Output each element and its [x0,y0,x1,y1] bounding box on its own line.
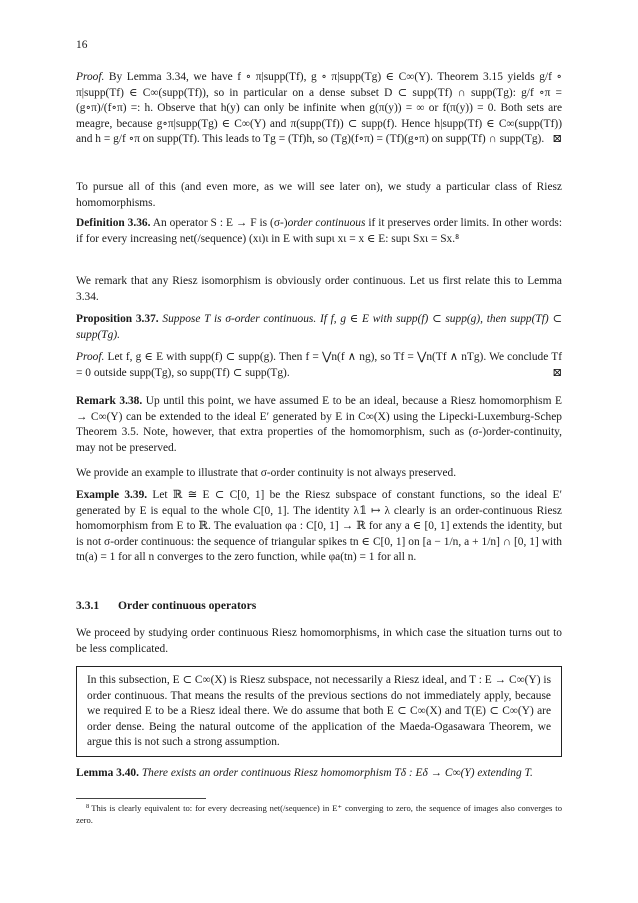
example-text: Let ℝ ≅ E ⊂ C[0, 1] be the Riesz subspace of constant functions, so the ideal E′ generated by E is equal to the whole C[0, 1]. The identity λ𝟙 ↦ λ clearly is an order-continuous Riesz homomorphism from E to ℝ. The evaluation φa : C[0, 1] → ℝ for any a ∈ [0, 1] extends the identity, but is not σ-order continuous: the sequence of triangular spikes tn ∈ C[0, 1] on [a − 1/n, a + 1/n] ∩ [0, 1] with tn(a) = 1 for all n converges to the zero function, while φa(tn) = 1 for all n. [76,489,562,564]
subsection-number: 3.3.1 [76,599,100,612]
intro-paragraph: To pursue all of this (and even more, as we will see later on), we study a particular class of Riesz homomorphisms. [76,181,562,209]
proof-lemma-3-34 [76,70,562,148]
proposition-label: Proposition 3.37. [76,313,159,325]
proposition-3-37 [76,312,562,343]
definition-label: Definition 3.36. [76,217,151,229]
proof-label: Proof. [76,71,105,83]
remark-3-38 [76,394,562,456]
subsection-intro: We proceed by studying order continuous Riesz homomorphisms, in which case the situation turns out to be less complicated. [76,627,562,655]
example-3-39 [76,488,562,566]
footnote-text: This is clearly equivalent to: for every decreasing net(/sequence) in E⁺ converging to zero, the sequence of images also converges to zero. [76,803,562,826]
proof-label: Proof. [76,351,105,363]
qed-symbol: ⊠ [552,133,562,146]
lemma-label: Lemma 3.40. [76,767,139,779]
page-number: 16 [76,39,88,51]
example-intro-paragraph: We provide an example to illustrate that σ-order continuity is not always preserved. [76,467,457,479]
example-label: Example 3.39. [76,489,148,501]
proof-text: By Lemma 3.34, we have f ∘ π|supp(Tf), g ∘ π|supp(Tg) ∈ C∞(Y). Theorem 3.15 yields g/f ∘ π|supp(Tf) ∈ C∞(supp(Tf)), so in particular on a dense subset D ⊂ supp(Tf) ∩ supp(Tg): g/f ∘π = (g∘π)/(f∘π) =: h. Observe that h(y) can only be infinite when g(π(y)) = ∞ or f(π(y)) = 0. Both sets are meagre, because g∘π|supp(Tg) ∈ C∞(Y) and π(supp(Tf)) ⊂ supp(f). Hence h|supp(Tf) ∈ C∞(supp(Tf)) and h = g/f ∘π on supp(Tf). This leads to Tg = (Tf)h, so (Tg)(f∘π) = (Tf)(g∘π) on supp(Tf) ∩ supp(Tg). [76,71,562,146]
remark-text: Up until this point, we have assumed E to be an ideal, because a Riesz homomorphism E → C∞(Y) can be extended to the ideal E′ generated by E in C∞(X) using the Lipecki-Luxemburg-Schep Theorem 3.5. Note, however, that extra properties of the homomorphism, such as (σ-)order-continuity, may not be preserved. [76,395,562,454]
proposition-text: Suppose T is σ-order continuous. If f, g ∈ E with supp(f) ⊂ supp(g), then supp(Tf) ⊂ supp(Tg). [76,313,563,341]
lemma-3-40 [76,766,562,782]
definition-text-a: An operator S : E → F is (σ-) [152,217,288,229]
proof-text: Let f, g ∈ E with supp(f) ⊂ supp(g). Then f = ⋁n(f ∧ ng), so Tf = ⋁n(Tf ∧ nTg). We conclude Tf = 0 outside supp(Tg), so supp(Tf) ⊂ supp(Tg). [76,351,562,379]
remark-label: Remark 3.38. [76,395,143,407]
proof-proposition-3-37 [76,350,562,381]
definition-text-b: if it preserves order limits. In other words: if for every increasing net(/sequence) (xι)ι in E with supι xι = x ∈ E: supι Sxι = Sx.⁸ [76,217,563,245]
subsection-heading [76,598,256,614]
footnote-rule [76,798,206,799]
assumption-box: In this subsection, E ⊂ C∞(X) is Riesz subspace, not necessarily a Riesz ideal, and T : E → C∞(Y) is order continuous. That means the results of the previous sections do not immediately apply, because we required E to be a Riesz ideal there. We do assume that both E ⊂ C∞(X) and T(E) ⊂ C∞(Y) are order dense. Being the natural outcome of the application of the Maeda-Ogasawara Theorem, we argue this is not such a strong assumption. [76,666,562,757]
qed-symbol: ⊠ [552,366,562,379]
subsection-title: Order continuous operators [118,599,257,612]
lemma-text: There exists an order continuous Riesz homomorphism Tδ : Eδ → C∞(Y) extending T. [141,767,533,779]
footnote-mark: 8 [86,803,90,810]
remark-paragraph: We remark that any Riesz isomorphism is obviously order continuous. Let us first relate this to Lemma 3.34. [76,275,562,303]
definition-3-36 [76,216,562,247]
footnote [76,803,562,827]
definition-term: order continuous [287,217,366,229]
